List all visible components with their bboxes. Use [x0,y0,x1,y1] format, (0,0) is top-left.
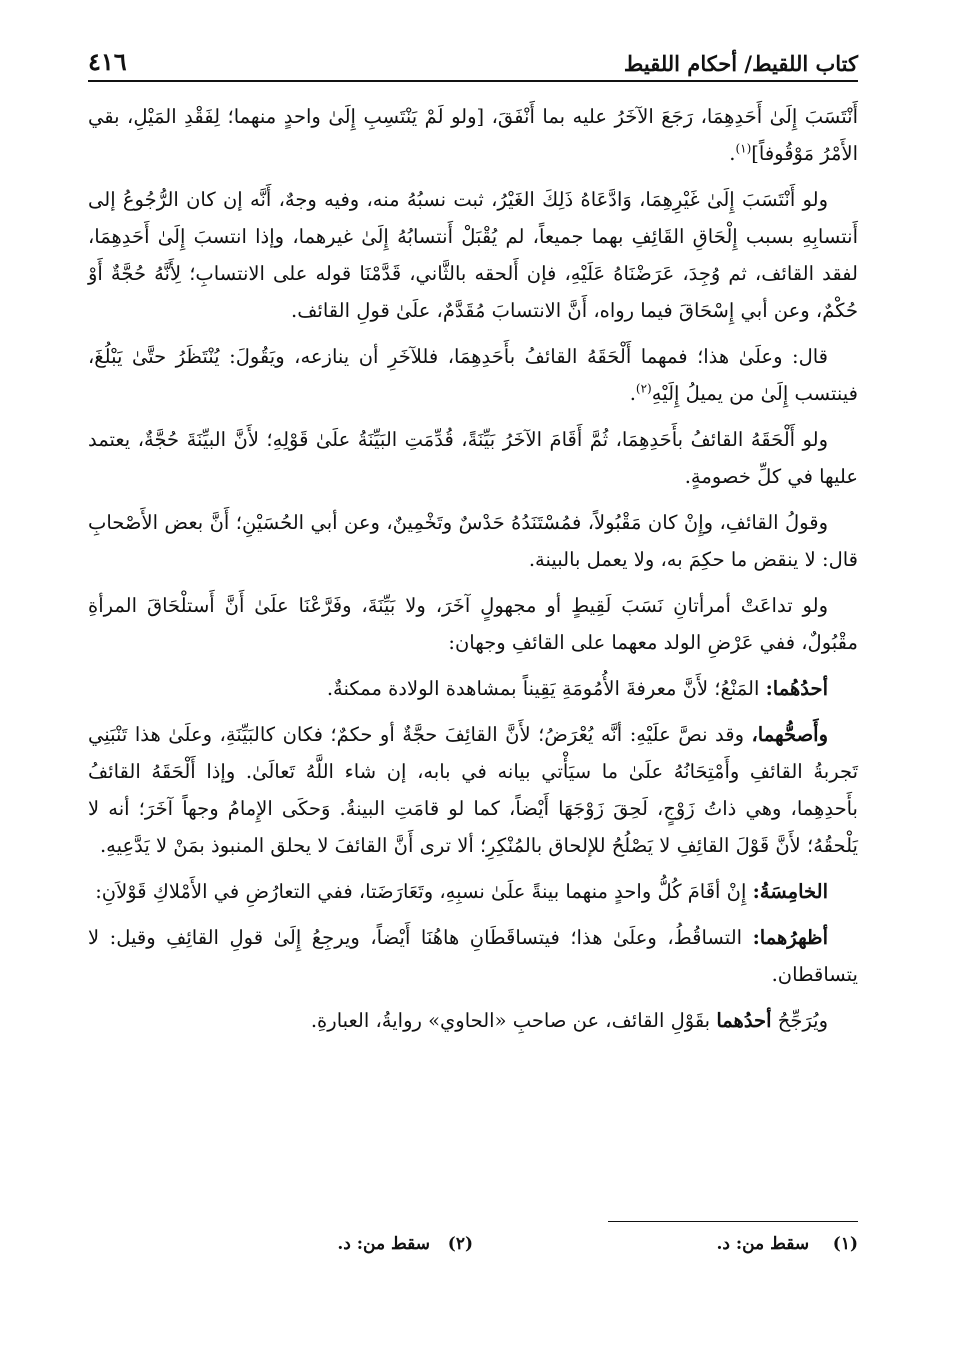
paragraph [88,587,858,661]
paragraph [88,421,858,495]
text-run: . [629,382,636,405]
text-run: أَنْتَسَبَ إِلَىٰ أَحَدِهِمَا، رَجَعَ الآخَرُ عليه بما أَنْفَقَ، [ولو لَمْ يَنْتَسِبِ إِلَىٰ واحدٍ منهما؛ لِفَقْدِ المَيْلِ، بقي الأَمْرُ مَوْقُوفاً] [88,105,858,165]
footnote-text: سقط من: د. [716,1234,810,1254]
footnote-text: سقط من: د. [337,1234,430,1254]
paragraph [88,919,858,993]
paragraph [88,504,858,578]
text-run: ولو أَنْتَسَبَ إِلَىٰ غَيْرِهِمَا، وَادَّعَاهُ ذَلِكَ الغَيْرُ، ثبت نسبُهُ منه، وفيه وجهٌ، أَنَّه إن كان الرُّجُوعُ إلى أَنتسابِهِ بسبب إِلْحَاقِ القَائِفِ بهما جميعاً، لم يُقْبَلْ أَنتسابُهُ إِلَىٰ غيرهما، وإذا انتسبَ إِلَىٰ أَحَدِهِمَا، لفقد القائف، ثم وُجِدَ، عَرَضْنَاهُ عَلَيْهِ، فإن أَلحقه بالثَّاني، قَدَّمْنَا قوله على الانتسابِ؛ لِأَنَّهُ حُجَّةٌ أَوْ حُكْمٌ، وعن أبي إِسْحَاقَ فيما رواه، أَنَّ الانتسابَ مُقَدَّمٌ، علَىٰ قولِ القائف. [88,188,858,322]
footnote-ref: (١) [735,141,752,156]
bold-term: أظهرُهما: [752,926,828,949]
paragraph [88,98,858,172]
footnote-ref: (٢) [635,381,652,396]
text-run: المَنْعُ؛ لأَنَّ معرفةَ الأُمُومَةِ يَقِيناً بمشاهدة الولادة ممكنةٌ. [326,677,766,700]
paragraph [88,716,858,864]
running-title: كتاب اللقيط/ أحكام اللقيط [623,51,858,76]
text-run: وقد نصَّ علَيْهِ: أنَّه يُعْرَضُ؛ لأَنَّ القائِفَ حجَّةٌ أو حكمٌ؛ فكان كالبَيِّنَةِ، وعلَىٰ هذا تَنْبَنِي تَجربةُ القائفِ وأَمْتِحَانُهُ علَىٰ ما سيَأْتي بيانه في بابه، إن شاء اللَّهُ تَعالَىٰ. وإذا أَلْحَقَهُ القائفُ بأَحدِهِما، وهي ذاتُ زَوْجٍ، لَحِقَ زَوْجَهَا أَيْضاً، كما لو قامَتِ البينةُ. وَحكَى الإِمامُ وجهاً آخَرَ؛ أنه لا يَلْحقُهُ؛ لأَنَّ قَوْلَ القائِفِ لا يَصْلُحُ للإلحاق بالمُنْكِرِ؛ ألا ترى أَنَّ القائفَ لا يحلق المنبوذ بمَنْ لا يَدَّعِيهِ. [88,723,858,857]
footnotes [88,1234,858,1254]
text-run: . [729,142,736,165]
text-run: قال: وعلَىٰ هذا؛ فمهما أَلْحَقَهُ القائفُ بأَحَدِهِمَا، فللآخَرِ أن ينازعه، ويَقُولَ: يُنْتَظَرُ حتَّىٰ يَبْلُغَ، فينتسب إِلَىٰ من يميلُ إِلَيْهِ [88,345,858,405]
text-run: ولو أَلْحَقَهُ القائفُ بأَحَدِهِمَا، ثُمَّ أَقَامَ الآخَرُ بَيِّنَةً، قُدِّمَتِ البَيِّنَةُ علَىٰ قَوْلِهِ؛ لأَنَّ البيِّنَةَ حُجَّةٌ، يعتمد عليها في كلِّ خصومةٍ. [88,428,858,488]
text-run: ولو تداعَتْ أمرأتانِ نَسَبَ لَقِيطٍ أو مجهولٍ آخَرَ، ولا بَيِّنَةَ، وفَرَّعْنَا علَىٰ أَنَّ أَستلْحَاقَ المرأةِ مقْبُولٌ، ففي عَرْضِ الولد معهما على القائفِ وجهان: [88,594,858,654]
text-run: التساقُطُ، وعلَىٰ هذا؛ فيتساقَطَانِ هاهُنَا أَيْضاً، ويرجِعُ إِلَىٰ قولِ القائِفِ وقيل: لا يتساقطان. [88,926,858,986]
text-run: إِنْ أقَامَ كُلُّ واحدٍ منهما بينةً علَىٰ نسبِهِ، وتَعَارَضَتا، ففي التعارُضِ في الأَمْلاكِ قَوْلاَنِ: [95,880,753,903]
bold-term: الخامِسَةُ: [752,880,828,903]
footnote-divider [608,1221,858,1222]
bold-term: أحدُهما [716,1009,772,1032]
text-run: بقَوْلِ القائف، عن صاحبِ «الحاوي» روايةُ، العبارةِ. [310,1009,717,1032]
page-header [88,36,858,82]
footnote-marker: (١) [832,1234,858,1254]
bold-term: وأَصحُّهما، [751,723,828,746]
text-run: وقولُ القائفِ، وإِنْ كان مَقْبُولاً، فمُسْتَنَدُهُ حَدْسٌ وتَخْمِينٌ، وعن أبي الحُسَيْنِ؛ أَنَّ بعض الأَصْحابِ قال: لا ينقض ما حكِمَ به، ولا يعمل بالبينة. [88,511,858,571]
paragraph [88,338,858,412]
paragraph [88,873,858,910]
footnote-marker: (٢) [447,1234,473,1254]
paragraph [88,1002,858,1039]
paragraph [88,670,858,707]
page-number: ٤١٦ [88,47,127,76]
footnote-1 [473,1234,858,1254]
text-run: ويُرَجِّحُ [771,1009,828,1032]
footnote-2 [88,1234,473,1254]
paragraph [88,181,858,329]
main-text [88,98,858,1048]
bold-term: أحدُهُما: [765,677,828,700]
